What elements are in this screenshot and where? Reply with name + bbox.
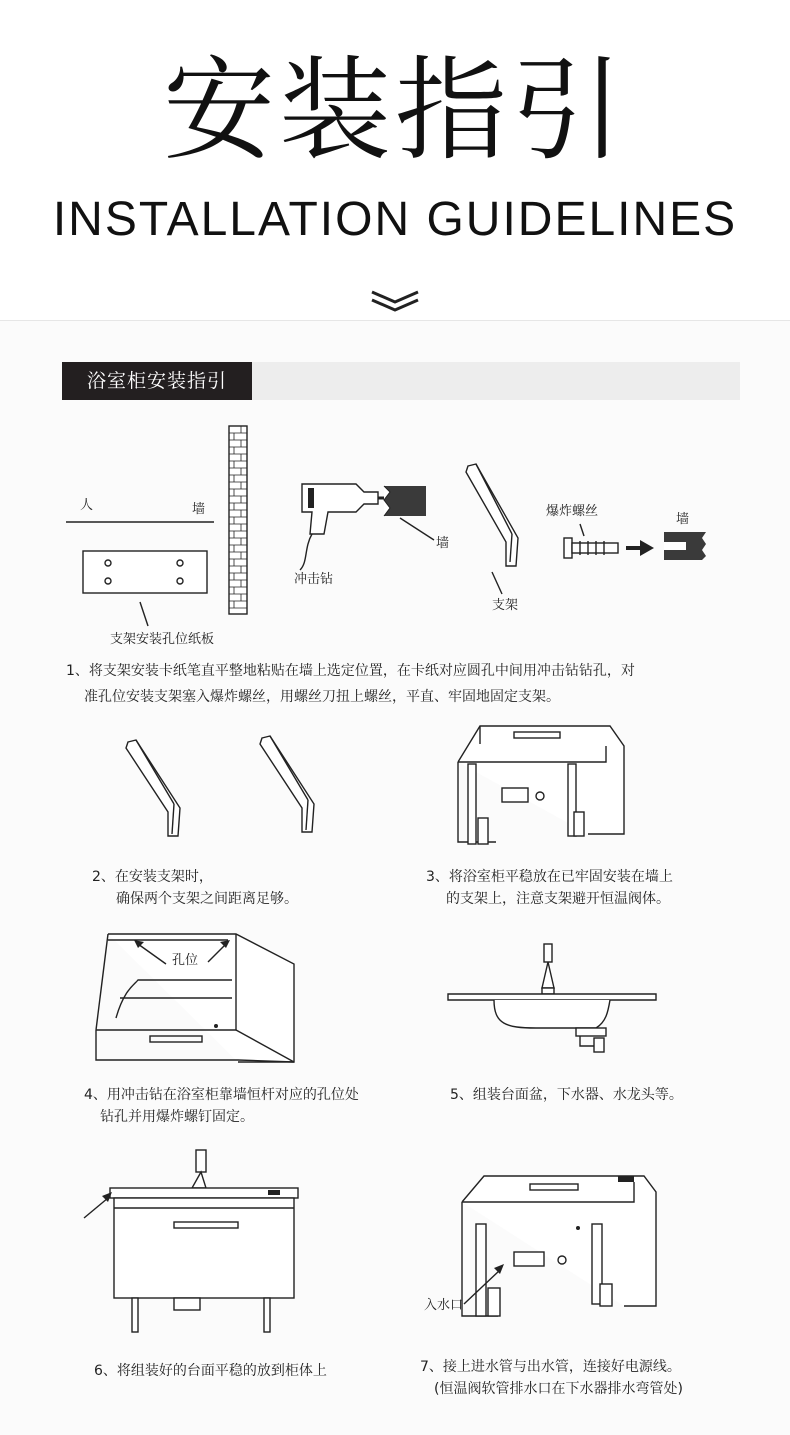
step7-text-line1: 7、接上进水管与出水管，连接好电源线。 <box>420 1359 681 1375</box>
hole-label: 孔位 <box>172 953 199 968</box>
inlet-pointer <box>462 1262 506 1306</box>
page-subtitle: INSTALLATION GUIDELINES <box>52 193 738 246</box>
wall-socket-icon <box>662 530 708 562</box>
cabinet-on-brackets <box>456 722 628 848</box>
step2-text-line1: 2、在安装支架时， <box>92 869 213 885</box>
double-chevron-down-icon <box>370 288 420 314</box>
drill-wall-label: 墙 <box>436 536 450 551</box>
bolt-wall-label: 墙 <box>676 512 690 527</box>
step6-text-line1: 6、将组装好的台面平稳的放到柜体上 <box>94 1363 327 1379</box>
floor-line <box>66 520 216 524</box>
bracket-label: 支架 <box>492 598 519 613</box>
expansion-bolt-icon <box>562 536 622 560</box>
bracket-pointer <box>490 570 506 596</box>
bolt-label: 爆炸螺丝 <box>546 504 599 519</box>
step4-text-line1: 4、用冲击钻在浴室柜靠墙恒杆对应的孔位处 <box>84 1087 359 1103</box>
template-board <box>82 550 212 596</box>
person-label: 人 <box>80 498 94 513</box>
drill-wall-pointer <box>398 516 438 544</box>
wall-label-left: 墙 <box>192 502 206 517</box>
bracket-right <box>258 734 318 836</box>
arrow-right-icon <box>626 538 656 558</box>
template-label: 支架安装孔位纸板 <box>110 632 215 647</box>
step7-text-line2: (恒温阀软管排水口在下水器排水弯管处) <box>434 1381 683 1397</box>
bracket-left <box>124 738 184 840</box>
page-title: 安装指引 <box>163 46 627 176</box>
basin-assembly <box>446 942 660 1060</box>
step3-text-line2: 的支架上，注意支架避开恒温阀体。 <box>446 891 670 907</box>
step4-text-line2: 钻孔并用爆炸螺钉固定。 <box>100 1109 254 1125</box>
step3-text-line1: 3、将浴室柜平稳放在已牢固安装在墙上 <box>426 869 673 885</box>
step1-text-line1: 1、将支架安装卡纸笔直平整地粘贴在墙上选定位置，在卡纸对应圆孔中间用冲击钻钻孔，对 <box>66 663 635 679</box>
section-title: 浴室柜安装指引 <box>62 362 252 400</box>
brick-wall-icon <box>228 425 248 615</box>
step5-text-line1: 5、组装台面盆，下水器、水龙头等。 <box>450 1087 683 1103</box>
drill-label: 冲击钻 <box>294 572 334 587</box>
assembled-cabinet <box>80 1146 302 1336</box>
step2-text-line2: 确保两个支架之间距离足够。 <box>116 891 298 907</box>
template-pointer <box>138 600 150 628</box>
inlet-label: 入水口 <box>424 1298 464 1313</box>
step1-text-line2: 准孔位安装支架塞入爆炸螺丝，用螺丝刀扭上螺丝，平直、牢固地固定支架。 <box>84 689 560 705</box>
bracket-icon <box>462 462 522 570</box>
